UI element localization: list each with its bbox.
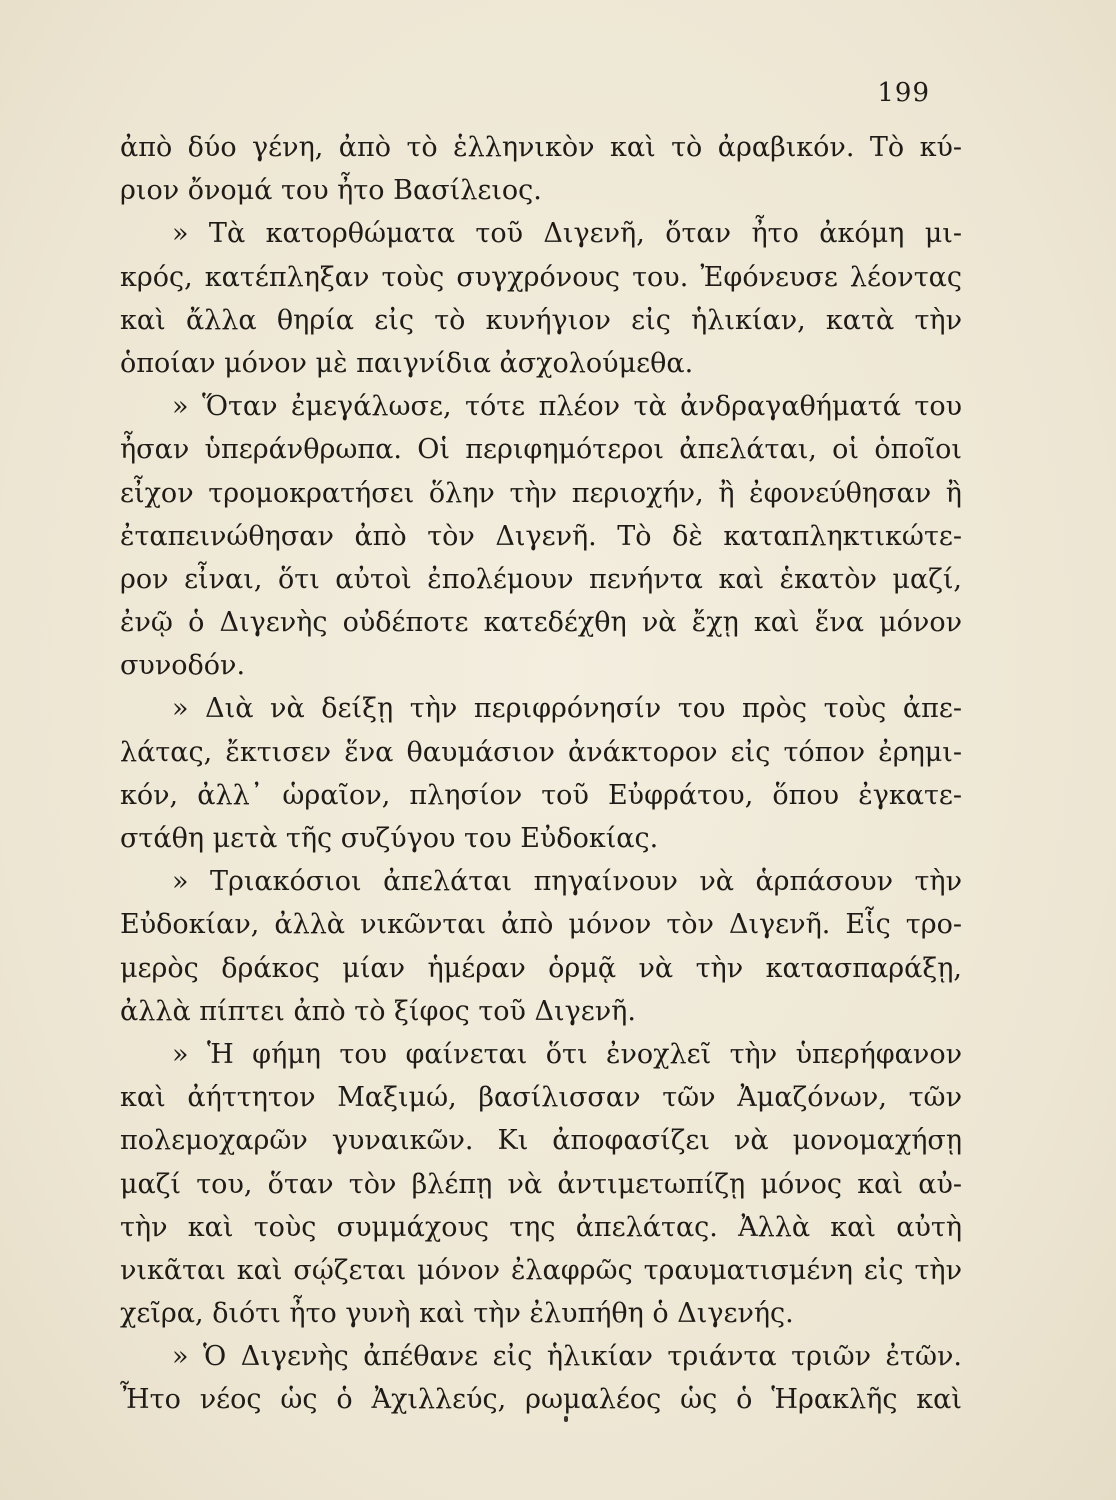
text-line: » Τὰ κατορθώματα τοῦ Διγενῆ, ὅταν ἦτο ἀκόμη μι- — [172, 218, 962, 250]
text-line: μερὸς δράκος μίαν ἡμέραν ὁρμᾷ νὰ τὴν κατασπαράξῃ, — [120, 952, 962, 984]
text-line: ἦσαν ὑπεράνθρωπα. Οἱ περιφημότεροι ἀπελάται, οἱ ὁποῖοι — [120, 434, 962, 466]
text-line: νικᾶται καὶ σῴζεται μόνον ἐλαφρῶς τραυματισμένη εἰς τὴν — [120, 1254, 962, 1286]
text-line: καὶ ἀήττητον Μαξιμώ, βασίλισσαν τῶν Ἀμαζόνων, τῶν — [120, 1082, 962, 1114]
text-line: καὶ ἄλλα θηρία εἰς τὸ κυνήγιον εἰς ἡλικίαν, κατὰ τὴν — [120, 304, 962, 336]
body-text — [120, 126, 962, 1422]
text-line: ὁποίαν μόνον μὲ παιγνίδια ἀσχολούμεθα. — [120, 347, 694, 379]
text-line: » Διὰ νὰ δείξῃ τὴν περιφρόνησίν του πρὸς τοὺς ἀπε- — [172, 693, 962, 725]
text-line: ἐνῷ ὁ Διγενὴς οὐδέποτε κατεδέχθη νὰ ἔχῃ καὶ ἕνα μόνον — [120, 607, 962, 639]
text-line: Εὐδοκίαν, ἀλλὰ νικῶνται ἀπὸ μόνον τὸν Διγενῆ. Εἷς τρο- — [120, 909, 962, 941]
text-line: » Ὁ Διγενὴς ἀπέθανε εἰς ἡλικίαν τριάντα τριῶν ἐτῶν. — [172, 1341, 962, 1373]
text-line: » Τριακόσιοι ἀπελάται πηγαίνουν νὰ ἁρπάσουν τὴν — [172, 866, 962, 898]
text-line: ἐταπεινώθησαν ἀπὸ τὸν Διγενῆ. Τὸ δὲ καταπληκτικώτε- — [120, 520, 962, 552]
text-line: εἶχον τρομοκρατήσει ὅλην τὴν περιοχήν, ἢ ἐφονεύθησαν ἢ — [120, 477, 962, 509]
text-line: κόν, ἀλλ᾽ ὡραῖον, πλησίον τοῦ Εὐφράτου, ὅπου ἐγκατε- — [120, 779, 962, 811]
text-line: λάτας, ἔκτισεν ἕνα θαυμάσιον ἀνάκτορον εἰς τόπον ἐρημι- — [120, 736, 962, 768]
text-line: συνοδόν. — [120, 650, 246, 682]
text-line: ρον εἶναι, ὅτι αὐτοὶ ἐπολέμουν πενήντα καὶ ἑκατὸν μαζί, — [120, 563, 962, 595]
text-line: πολεμοχαρῶν γυναικῶν. Κι ἀποφασίζει νὰ μονομαχήσῃ — [120, 1125, 962, 1157]
print-speck — [564, 1416, 568, 1422]
text-line: τὴν καὶ τοὺς συμμάχους της ἀπελάτας. Ἀλλὰ καὶ αὐτὴ — [120, 1211, 962, 1243]
text-line: ἀπὸ δύο γένη, ἀπὸ τὸ ἑλληνικὸν καὶ τὸ ἀραβικόν. Τὸ κύ- — [120, 132, 962, 163]
text-line: χεῖρα, διότι ἦτο γυνὴ καὶ τὴν ἐλυπήθη ὁ Διγενής. — [120, 1298, 794, 1330]
text-line: ριον ὄνομά του ἦτο Βασίλειος. — [120, 175, 542, 207]
page-number: 199 — [877, 78, 930, 108]
text-line: ἀλλὰ πίπτει ἀπὸ τὸ ξίφος τοῦ Διγενῆ. — [120, 995, 636, 1027]
text-line: Ἦτο νέος ὡς ὁ Ἀχιλλεύς, ρωμαλέος ὡς ὁ Ἡρακλῆς καὶ — [120, 1384, 962, 1416]
text-line: » Ὅταν ἐμεγάλωσε, τότε πλέον τὰ ἀνδραγαθήματά του — [172, 391, 962, 423]
text-line: στάθη μετὰ τῆς συζύγου του Εὐδοκίας. — [120, 823, 659, 854]
text-line: » Ἡ φήμη του φαίνεται ὅτι ἐνοχλεῖ τὴν ὑπερήφανον — [172, 1038, 962, 1070]
text-line: μαζί του, ὅταν τὸν βλέπῃ νὰ ἀντιμετωπίζῃ μόνος καὶ αὐ- — [120, 1168, 962, 1200]
text-line: κρός, κατέπληξαν τοὺς συγχρόνους του. Ἐφόνευσε λέοντας — [120, 261, 962, 293]
